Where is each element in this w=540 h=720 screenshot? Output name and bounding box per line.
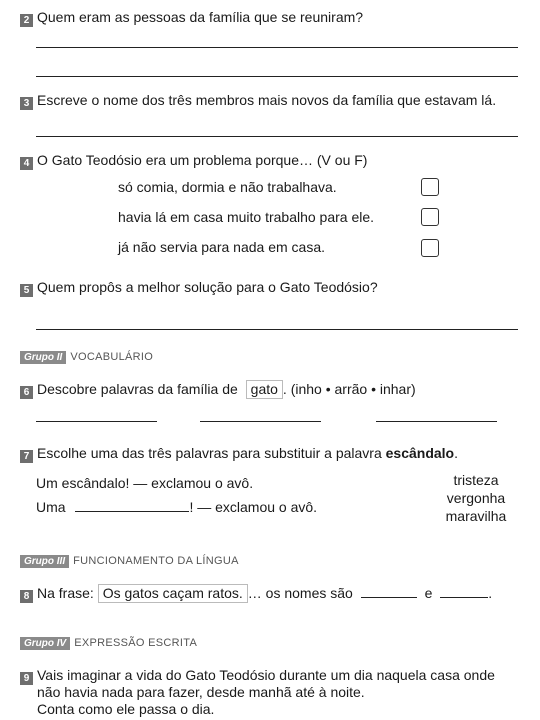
group-badge: Grupo III bbox=[20, 555, 69, 568]
question-6 bbox=[20, 380, 416, 399]
question-text: Escreve o nome dos três membros mais novos da família que estavam lá. bbox=[37, 92, 497, 108]
question-number: 3 bbox=[20, 97, 33, 110]
question-text-line-1: Vais imaginar a vida do Gato Teodósio durante um dia naquela casa onde bbox=[37, 667, 495, 683]
question-number: 9 bbox=[20, 672, 33, 685]
boxed-word: gato bbox=[246, 380, 283, 399]
question-8 bbox=[20, 584, 492, 603]
sentence-2 bbox=[36, 499, 317, 515]
sentence-1: Um escândalo! — exclamou o avô. bbox=[36, 475, 254, 491]
group-badge: Grupo II bbox=[20, 351, 66, 364]
word-choices bbox=[436, 471, 516, 525]
answer-line[interactable] bbox=[36, 76, 518, 77]
group-4-header bbox=[20, 637, 197, 650]
answer-line[interactable] bbox=[36, 329, 518, 330]
answer-line[interactable] bbox=[200, 421, 321, 422]
question-number: 2 bbox=[20, 14, 33, 27]
question-2 bbox=[20, 8, 363, 27]
option-2: havia lá em casa muito trabalho para ele. bbox=[118, 209, 375, 225]
word-choice: maravilha bbox=[445, 508, 507, 524]
group-title: VOCABULÁRIO bbox=[70, 351, 154, 363]
question-text: Quem eram as pessoas da família que se reuniram? bbox=[37, 9, 364, 25]
group-3-header bbox=[20, 555, 239, 568]
question-text: Descobre palavras da família de bbox=[37, 381, 238, 397]
answer-line[interactable] bbox=[36, 47, 518, 48]
conjunction: e bbox=[424, 585, 433, 601]
question-text-middle: … os nomes são bbox=[247, 585, 353, 601]
option-1: só comia, dormia e não trabalhava. bbox=[118, 179, 337, 195]
fill-blank[interactable] bbox=[75, 499, 189, 512]
period: . bbox=[488, 585, 493, 601]
option-3: já não servia para nada em casa. bbox=[118, 239, 326, 255]
question-9-line-3: Conta como ele passa o dia. bbox=[37, 701, 215, 717]
bold-word: escândalo bbox=[385, 445, 455, 461]
question-number: 7 bbox=[20, 450, 33, 463]
question-number: 8 bbox=[20, 590, 33, 603]
word-choice: vergonha bbox=[446, 490, 506, 506]
group-2-header bbox=[20, 351, 153, 364]
boxed-phrase: Os gatos caçam ratos. bbox=[98, 584, 248, 603]
group-title: EXPRESSÃO ESCRITA bbox=[74, 637, 198, 649]
fill-blank[interactable] bbox=[440, 585, 488, 598]
question-text: Na frase: bbox=[37, 585, 94, 601]
question-text: Escolhe uma das três palavras para substituir a palavra bbox=[37, 445, 382, 461]
question-number: 4 bbox=[20, 157, 33, 170]
checkbox-option-1[interactable] bbox=[421, 178, 439, 196]
question-text-suffix: . bbox=[454, 445, 458, 461]
question-3 bbox=[20, 91, 496, 110]
checkbox-option-3[interactable] bbox=[421, 239, 439, 257]
sentence-2-end: ! — exclamou o avô. bbox=[189, 499, 318, 515]
answer-line[interactable] bbox=[36, 421, 157, 422]
fill-blank[interactable] bbox=[361, 585, 417, 598]
question-7 bbox=[20, 444, 458, 463]
question-text: Quem propôs a melhor solução para o Gato Teodósio? bbox=[37, 279, 378, 295]
question-9-line-2: não havia nada para fazer, desde manhã até à noite. bbox=[37, 684, 365, 700]
sentence-2-start: Uma bbox=[36, 499, 66, 515]
group-title: FUNCIONAMENTO DA LÍNGUA bbox=[73, 555, 239, 567]
question-4 bbox=[20, 151, 367, 170]
checkbox-option-2[interactable] bbox=[421, 208, 439, 226]
question-text-suffix: . (inho • arrão • inhar) bbox=[282, 381, 416, 397]
answer-line[interactable] bbox=[36, 136, 518, 137]
answer-line[interactable] bbox=[376, 421, 497, 422]
word-choice: tristeza bbox=[453, 472, 499, 488]
question-number: 5 bbox=[20, 284, 33, 297]
question-text: O Gato Teodósio era um problema porque… (V ou F) bbox=[37, 152, 368, 168]
question-number: 6 bbox=[20, 386, 33, 399]
question-5 bbox=[20, 278, 378, 297]
group-badge: Grupo IV bbox=[20, 637, 70, 650]
